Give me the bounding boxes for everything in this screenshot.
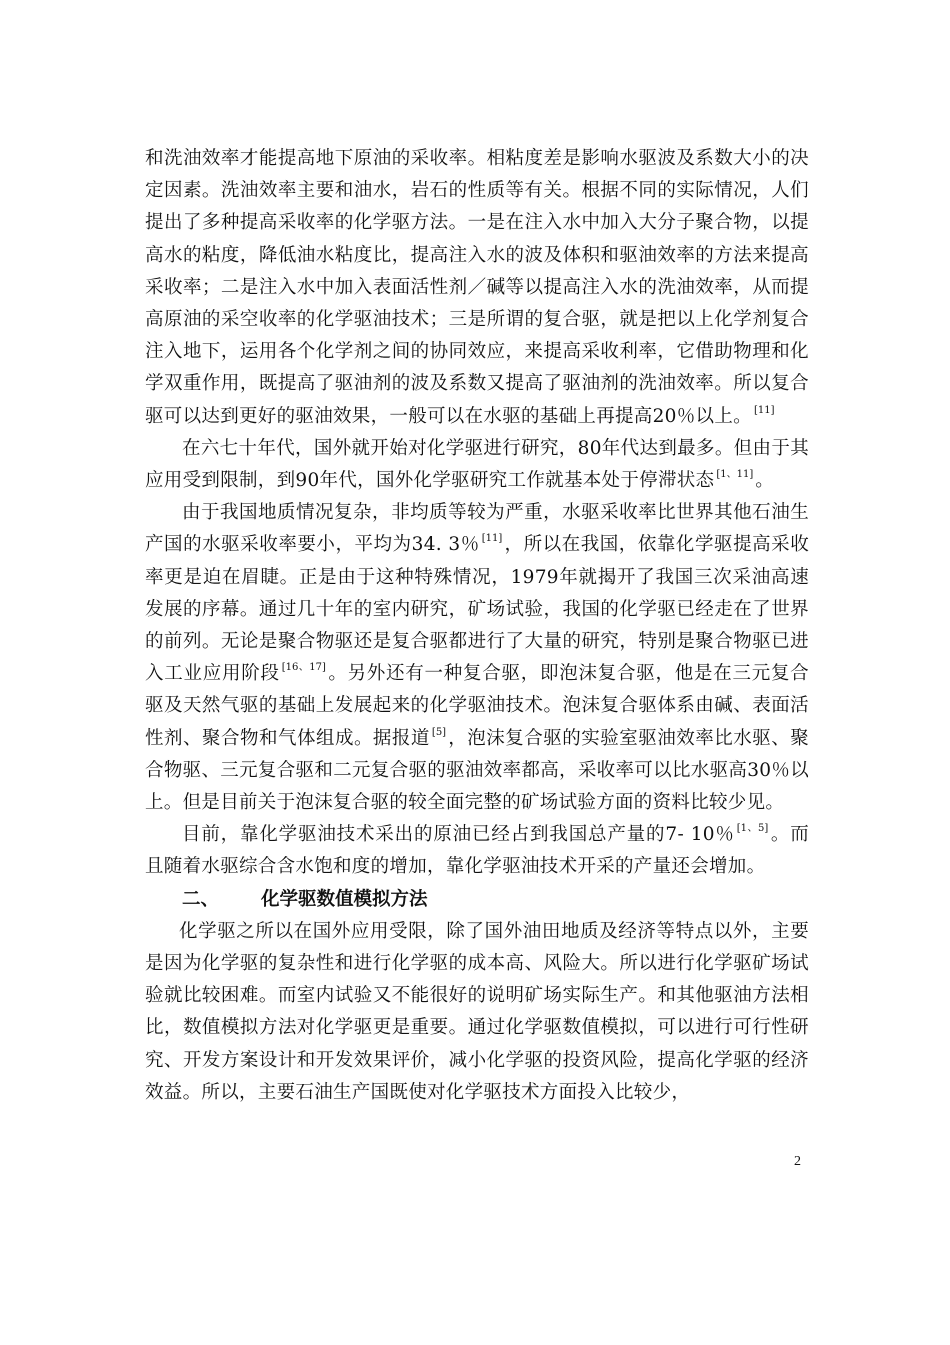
section-paragraph: 化学驱之所以在国外应用受限，除了国外油田地质及经济等特点以外，主要是因为化学驱的复杂性和进行化学驱的成本高、风险大。所以进行化学驱矿场试验就比较困难。而室内试验又不能很好的说明矿场实际生产。和其他驱油方法相比，数值模拟方法对化学驱更是重要。通过化学驱数值模拟，可以进行可行性研究、开发方案设计和开发效果评价，减小化学驱的投资风险，提高化学驱的经济效益。所以，主要石油生产国既使对化学驱技术方面投入比较少， xyxy=(145,920,809,1103)
paragraph-text: 。而且随着水驱综合含水饱和度的增加，靠化学驱油技术开采的产量还会增加。 xyxy=(145,824,809,878)
paragraph-text: 。 xyxy=(755,470,775,492)
citation-reference: [1、5] xyxy=(736,823,769,835)
paragraph-text: 目前，靠化学驱油技术采出的原油已经占到我国总产量的7- 10％ xyxy=(182,824,735,846)
paragraph xyxy=(145,143,809,433)
paragraph-text: 由于我国地质情况复杂，非均质等较为严重，水驱采收率比世界其他石油生产国的水驱采收率要小，平均为34. 3％ xyxy=(145,502,809,556)
section-heading xyxy=(145,884,809,916)
citation-reference: [1、11] xyxy=(716,469,754,481)
paragraph-text: 在六七十年代，国外就开始对化学驱进行研究，80年代达到最多。但由于其应用受到限制，到90年代，国外化学驱研究工作就基本处于停滞状态 xyxy=(145,437,809,492)
paragraph xyxy=(145,497,809,819)
section-number: 二、 xyxy=(182,888,220,910)
paragraph-list xyxy=(145,143,809,884)
citation-reference: [5] xyxy=(431,726,447,738)
paragraph xyxy=(145,819,809,883)
citation-reference: [16、17] xyxy=(281,662,326,674)
section-title: 化学驱数值模拟方法 xyxy=(261,888,428,910)
paragraph-text: 和洗油效率才能提高地下原油的采收率。相粘度差是影响水驱波及系数大小的决定因素。洗油效率主要和油水，岩石的性质等有关。根据不同的实际情况，人们提出了多种提高采收率的化学驱方法。一是在注入水中加入大分子聚合物，以提高水的粘度，降低油水粘度比，提高注入水的波及体积和驱油效率的方法来提高采收率；二是注入水中加入表面活性剂／碱等以提高注入水的洗油效率，从而提高原油的采空收率的化学驱油技术；三是所谓的复合驱，就是把以上化学剂复合注入地下，运用各个化学剂之间的协同效应，来提高采收利率，它借助物理和化学双重作用，既提高了驱油剂的波及系数又提高了驱油剂的洗油效率。所以复合驱可以达到更好的驱油效果，一般可以在水驱的基础上再提高20％以上。 xyxy=(145,148,809,427)
paragraph-text: ，所以在我国，依靠化学驱提高采收率更是迫在眉睫。正是由于这种特殊情况，1979年就揭开了我国三次采油高速发展的序幕。通过几十年的室内研究，矿场试验，我国的化学驱已经走在了世界的前列。无论是聚合物驱还是复合驱都进行了大量的研究，特别是聚合物驱已进入工业应用阶段 xyxy=(145,534,809,685)
document-body xyxy=(145,143,809,1109)
page-number: 2 xyxy=(794,1154,801,1169)
citation-reference: [11] xyxy=(481,533,503,545)
paragraph-text: ，泡沫复合驱的实验室驱油效率比水驱、聚合物驱、三元复合驱和二元复合驱的驱油效率都高，采收率可以比水驱高30％以上。但是目前关于泡沫复合驱的较全面完整的矿场试验方面的资料比较少见。 xyxy=(145,727,809,814)
paragraph-text: 。另外还有一种复合驱，即泡沫复合驱，他是在三元复合驱及天然气驱的基础上发展起来的化学驱油技术。泡沫复合驱体系由碱、表面活性剂、聚合物和气体组成。据报道 xyxy=(145,663,809,749)
paragraph xyxy=(145,433,809,497)
citation-reference: [11] xyxy=(753,404,775,416)
